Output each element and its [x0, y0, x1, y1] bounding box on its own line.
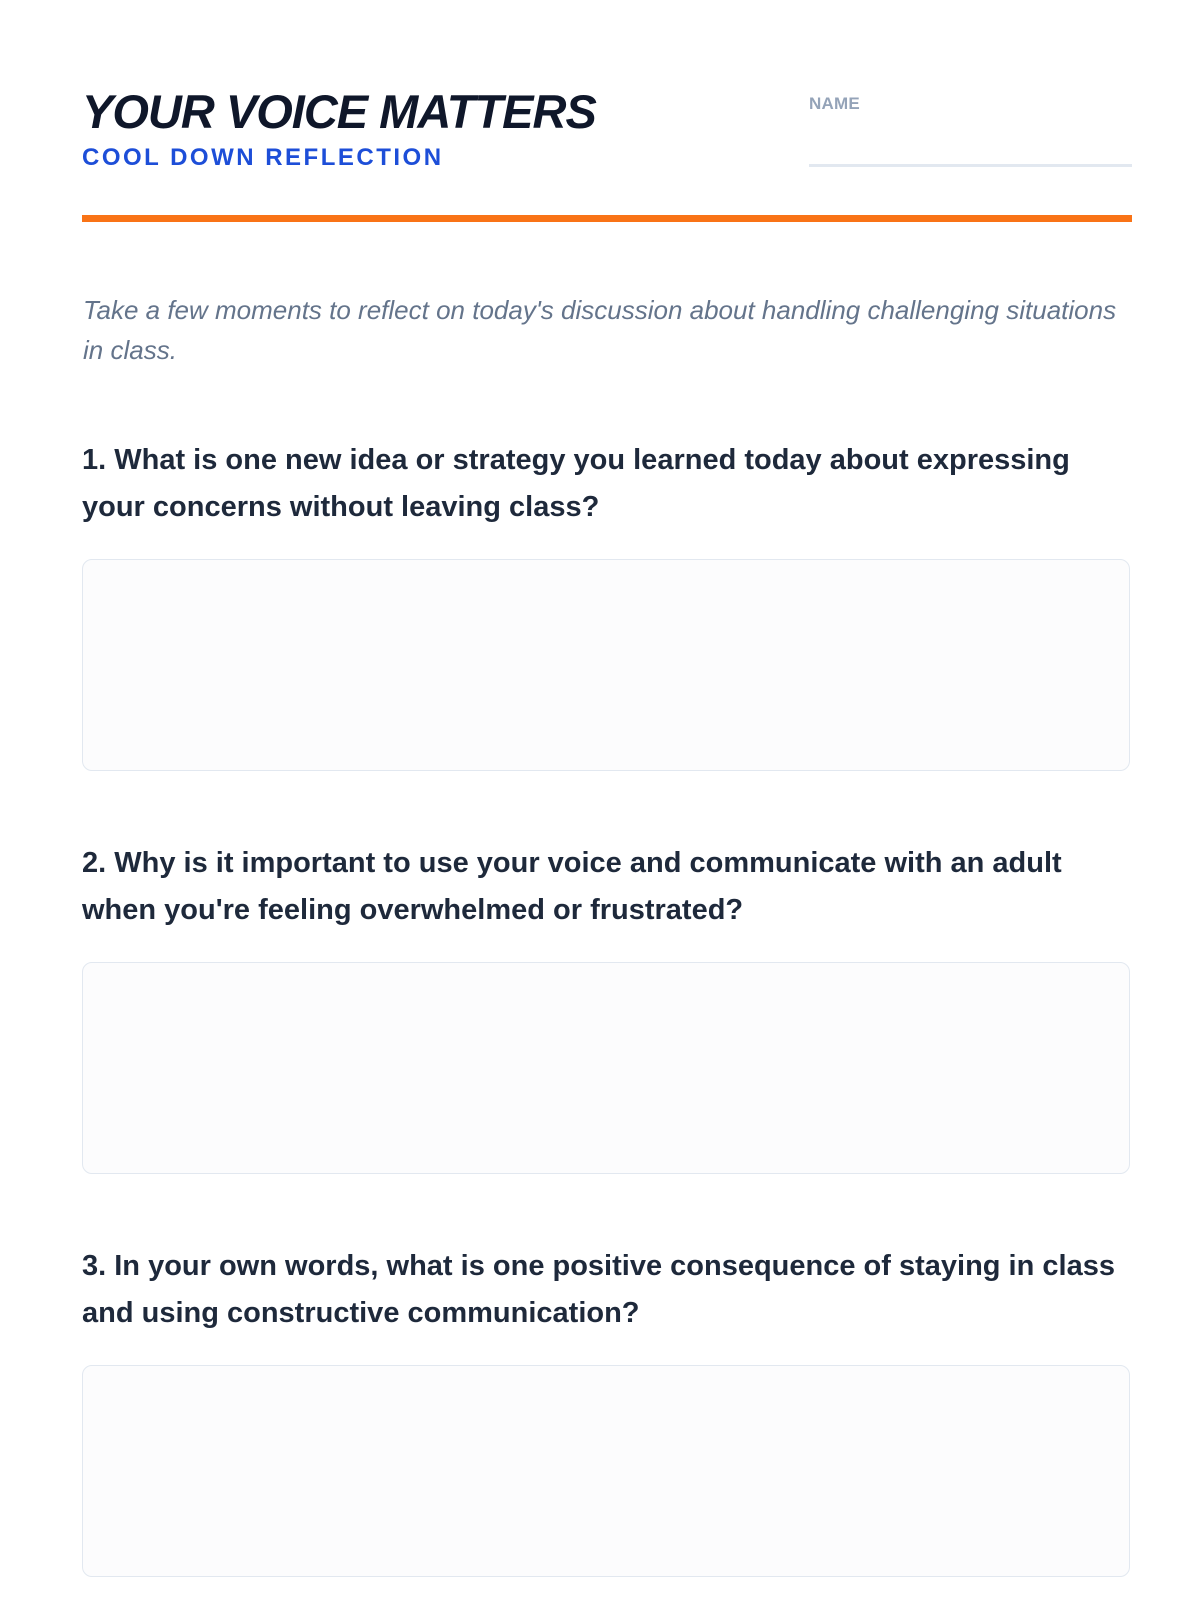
question-3: 3. In your own words, what is one positive consequence of staying in class and using constructive communication?: [82, 1250, 1115, 1329]
worksheet-page: [82, 0, 1132, 1329]
name-label: NAME: [809, 94, 860, 113]
name-field[interactable]: [809, 94, 1132, 168]
page-title: YOUR VOICE MATTERS: [82, 85, 596, 138]
question-1: 1. What is one new idea or strategy you learned today about expressing your concerns without leaving class?: [82, 444, 1070, 523]
worksheet-header: [82, 0, 1132, 222]
page-subtitle: COOL DOWN REFLECTION: [82, 144, 444, 171]
answer-box-3[interactable]: [82, 1365, 1130, 1577]
answer-box-2[interactable]: [82, 962, 1130, 1174]
name-writing-line[interactable]: [809, 164, 1132, 167]
intro-text: Take a few moments to reflect on today's discussion about handling challenging situations in class.: [83, 295, 1117, 365]
header-divider: [82, 215, 1132, 222]
answer-box-1[interactable]: [82, 559, 1130, 771]
question-2: 2. Why is it important to use your voice and communicate with an adult when you're feeling overwhelmed or frustrated?: [82, 847, 1062, 926]
